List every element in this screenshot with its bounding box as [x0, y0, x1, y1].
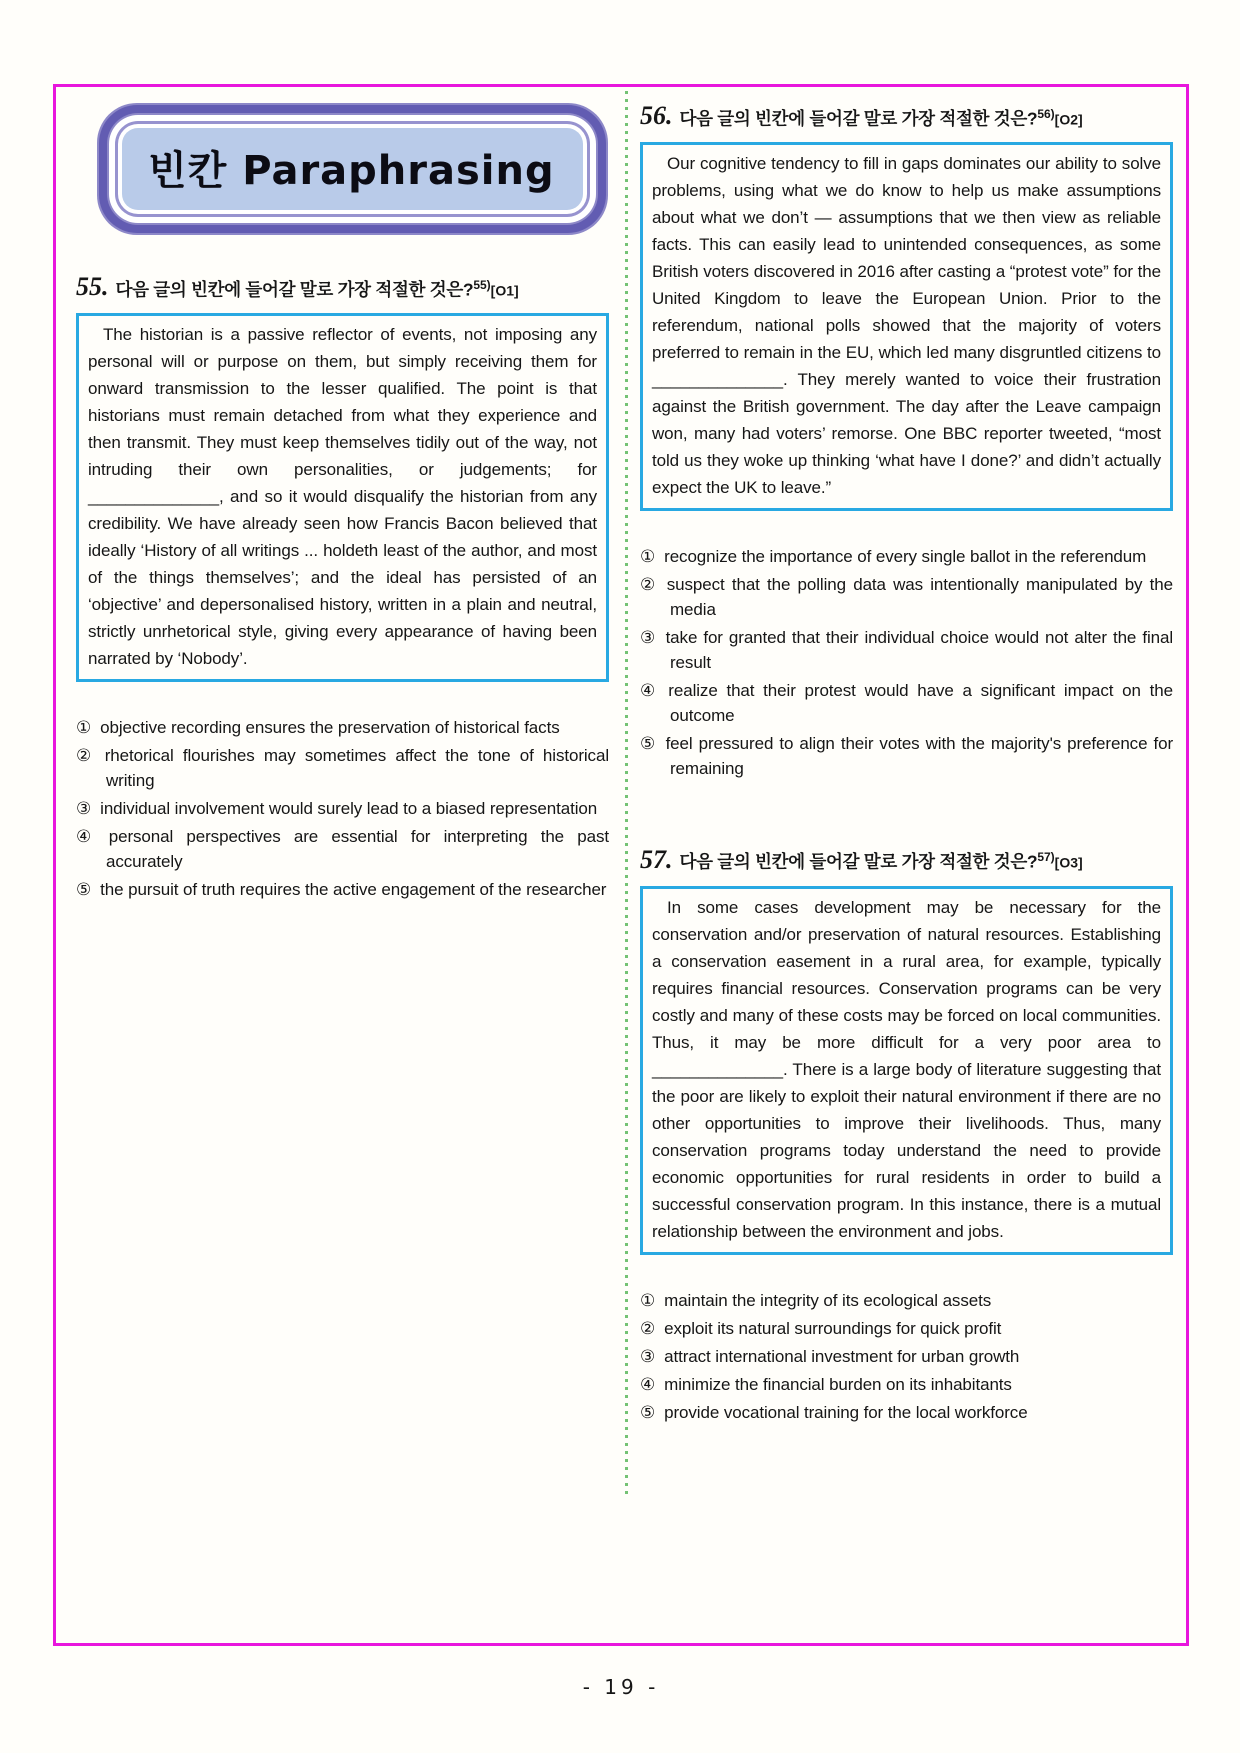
option-item — [640, 1288, 1173, 1313]
option-item — [640, 731, 1173, 781]
passage-text: In some cases development may be necessary for the conservation and/or preservation of natural resources. Establishing a conservation easement in a rural area, for example, typically requires financial resources. Conservation programs can be very costly and many of these costs may be forced on local communities. Thus, it may be more difficult for a very poor area to ______________. There is a large body of literature suggesting that the poor are likely to exploit their natural environment if there are no other opportunities to improve their livelihoods. Thus, many conservation programs today understand the need to provide economic opportunities for rural residents in order to build a successful conservation program. In this instance, there is a mutual relationship between the environment and jobs. — [652, 897, 1161, 1241]
option-marker: ① — [76, 718, 92, 738]
option-text: attract international investment for urban growth — [664, 1346, 1020, 1366]
question-source-tag: [O1] — [490, 282, 519, 299]
question-source-tag: [O2] — [1054, 111, 1083, 128]
option-marker: ④ — [640, 1374, 656, 1394]
option-text: rhetorical flourishes may sometimes affect the tone of historical writing — [104, 746, 609, 791]
question-prompt: 다음 글의 빈칸에 들어갈 말로 가장 적절한 것은? — [679, 851, 1038, 872]
option-item — [640, 1344, 1173, 1369]
question-number: 55. — [76, 272, 109, 302]
option-text: exploit its natural surroundings for quick profit — [664, 1318, 1002, 1338]
question-56-header — [640, 101, 1173, 133]
question-56 — [640, 101, 1173, 781]
passage-text: Our cognitive tendency to fill in gaps dominates our ability to solve problems, using what we do know to help us make assumptions about what we don’t — assumptions that we then view as reliable facts. This can easily lead to unintended consequences, as some British voters discovered in 2016 after casting a “protest vote” for the United Kingdom to leave the European Union. Prior to the referendum, national polls showed that the majority of voters preferred to remain in the EU, which led many disgruntled citizens to ______________. They merely wanted to voice their frustration against the British government. The day after the Leave campaign won, many had voters’ remorse. One BBC reporter tweeted, “most told us they woke up thinking ‘what have I done?’ and didn’t actually expect the UK to leave.” — [652, 154, 1161, 498]
passage-box — [640, 142, 1173, 511]
question-57-header — [640, 844, 1173, 876]
option-marker: ⑤ — [640, 734, 657, 754]
option-text: suspect that the polling data was intentionally manipulated by the media — [666, 575, 1173, 620]
question-footnote-ref: 55) — [473, 278, 491, 292]
column-divider — [625, 91, 628, 1499]
option-item — [640, 1400, 1173, 1425]
option-text: personal perspectives are essential for interpreting the past accurately — [106, 827, 609, 872]
option-text: provide vocational training for the local workforce — [664, 1402, 1028, 1422]
question-footnote-ref: 57) — [1037, 850, 1055, 865]
passage-box — [640, 886, 1173, 1255]
option-marker: ③ — [640, 628, 657, 648]
page-border — [53, 84, 1189, 1646]
option-text: recognize the importance of every single ballot in the referendum — [664, 547, 1147, 567]
option-marker: ⑤ — [640, 1402, 656, 1422]
question-55-header — [76, 272, 609, 304]
option-text: feel pressured to align their votes with the majority's preference for remaining — [665, 734, 1174, 779]
question-55 — [76, 272, 609, 902]
option-text: the pursuit of truth requires the active engagement of the researcher — [100, 880, 607, 900]
option-marker: ⑤ — [76, 880, 92, 900]
question-57 — [640, 844, 1173, 1424]
option-marker: ③ — [640, 1346, 656, 1366]
option-marker: ② — [640, 1318, 656, 1338]
question-prompt: 다음 글의 빈칸에 들어갈 말로 가장 적절한 것은? — [679, 108, 1038, 129]
option-marker: ④ — [640, 681, 660, 701]
option-text: objective recording ensures the preservation of historical facts — [100, 718, 560, 738]
option-item — [640, 1316, 1173, 1341]
option-marker: ③ — [76, 799, 92, 819]
option-item — [640, 572, 1173, 622]
right-column — [640, 87, 1173, 1428]
options-list — [640, 1288, 1173, 1425]
option-text: individual involvement would surely lead to a biased representation — [100, 799, 598, 819]
options-list — [640, 544, 1173, 781]
option-item — [76, 743, 609, 793]
question-number: 56. — [640, 101, 673, 131]
option-item — [640, 625, 1173, 675]
options-list — [76, 715, 609, 902]
question-footnote-ref: 56) — [1037, 107, 1055, 121]
option-marker: ① — [640, 547, 656, 567]
option-item — [76, 877, 609, 902]
title-badge-label: 빈칸 Paraphrasing — [148, 148, 555, 194]
option-marker: ④ — [76, 827, 100, 847]
option-text: realize that their protest would have a significant impact on the outcome — [668, 681, 1173, 726]
option-marker: ① — [640, 1290, 656, 1310]
option-text: take for granted that their individual choice would not alter the final result — [665, 628, 1174, 673]
option-text: minimize the financial burden on its inhabitants — [664, 1374, 1012, 1394]
option-marker: ② — [640, 575, 658, 595]
option-text: maintain the integrity of its ecological assets — [664, 1290, 992, 1310]
left-column — [76, 87, 609, 905]
title-badge — [122, 128, 583, 210]
page-number: - 19 - — [582, 1675, 660, 1699]
question-prompt: 다음 글의 빈칸에 들어갈 말로 가장 적절한 것은? — [115, 279, 474, 300]
option-item — [76, 715, 609, 740]
passage-box — [76, 313, 609, 682]
option-item — [76, 796, 609, 821]
question-number: 57. — [640, 844, 673, 874]
question-source-tag: [O3] — [1054, 854, 1083, 871]
option-marker: ② — [76, 746, 96, 766]
passage-text: The historian is a passive reflector of events, not imposing any personal will or purpose on them, but simply receiving them for onward transmission to the lesser qualified. The point is that historians must remain detached from what they experience and then transmit. They must keep themselves tidily out of the way, not intruding their own personalities, or judgements; for ______________, and so it would disqualify the historian from any credibility. We have already seen how Francis Bacon believed that ideally ‘History of all writings ... holdeth least of the author, and most of the things themselves’; and the ideal has persisted of an ‘objective’ and depersonalised history, written in a plain and neutral, strictly unrhetorical style, giving every appearance of having been narrated by ‘Nobody’. — [88, 325, 597, 669]
option-item — [640, 1372, 1173, 1397]
option-item — [76, 824, 609, 874]
option-item — [640, 544, 1173, 569]
option-item — [640, 678, 1173, 728]
